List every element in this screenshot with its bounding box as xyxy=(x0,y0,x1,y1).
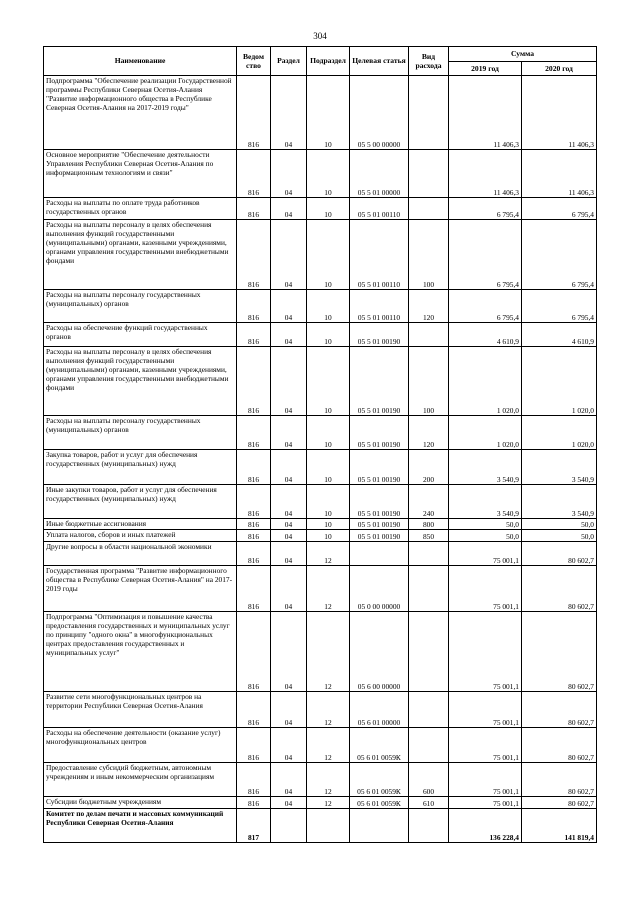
row-sum-2019-cell: 4 610,9 xyxy=(449,323,522,347)
table-row xyxy=(44,566,597,612)
row-department-cell: 816 xyxy=(237,542,271,566)
header-subsection: Подраздел xyxy=(307,47,350,76)
table-row xyxy=(44,519,597,530)
table-row xyxy=(44,485,597,519)
row-section-cell: 04 xyxy=(271,485,307,519)
row-department-cell: 816 xyxy=(237,566,271,612)
row-target-item-cell: 05 5 01 00110 xyxy=(350,198,409,220)
row-sum-2020-cell: 80 602,7 xyxy=(522,612,597,692)
budget-table xyxy=(43,46,597,843)
row-sum-2020-cell: 80 602,7 xyxy=(522,692,597,728)
row-target-item-cell: 05 5 00 00000 xyxy=(350,76,409,150)
row-expense-type-cell xyxy=(409,692,449,728)
row-name-cell: Иные бюджетные ассигнования xyxy=(44,519,237,530)
row-subsection-cell: 10 xyxy=(307,450,350,485)
table-row xyxy=(44,76,597,150)
page-number: 304 xyxy=(313,31,327,41)
row-target-item-cell: 05 5 01 00190 xyxy=(350,416,409,450)
row-sum-2020-cell: 11 406,3 xyxy=(522,76,597,150)
row-section-cell: 04 xyxy=(271,728,307,763)
row-department-cell: 816 xyxy=(237,220,271,290)
row-sum-2020-cell: 80 602,7 xyxy=(522,542,597,566)
row-section-cell: 04 xyxy=(271,347,307,416)
table-row xyxy=(44,347,597,416)
row-expense-type-cell xyxy=(409,198,449,220)
row-name-cell: Расходы на выплаты персоналу в целях обеспечения выполнения функций государственными (муниципальными) органами, казенными учреждениями, органами управления государственными внебюджетными фондами xyxy=(44,347,237,416)
row-sum-2020-cell: 6 795,4 xyxy=(522,220,597,290)
row-target-item-cell xyxy=(350,542,409,566)
row-sum-2020-cell: 11 406,3 xyxy=(522,150,597,198)
row-expense-type-cell: 610 xyxy=(409,797,449,809)
row-section-cell: 04 xyxy=(271,763,307,797)
row-sum-2019-cell: 75 001,1 xyxy=(449,728,522,763)
row-target-item-cell: 05 5 01 00190 xyxy=(350,519,409,530)
row-expense-type-cell xyxy=(409,728,449,763)
row-section-cell: 04 xyxy=(271,797,307,809)
row-sum-2020-cell: 1 020,0 xyxy=(522,416,597,450)
row-name-cell: Уплата налогов, сборов и иных платежей xyxy=(44,530,237,542)
row-section-cell: 04 xyxy=(271,692,307,728)
row-section-cell: 04 xyxy=(271,323,307,347)
row-section-cell: 04 xyxy=(271,530,307,542)
row-sum-2020-cell: 1 020,0 xyxy=(522,347,597,416)
table-row xyxy=(44,220,597,290)
row-sum-2019-cell: 6 795,4 xyxy=(449,290,522,323)
row-sum-2020-cell: 80 602,7 xyxy=(522,797,597,809)
row-expense-type-cell: 120 xyxy=(409,290,449,323)
row-subsection-cell: 12 xyxy=(307,612,350,692)
row-subsection-cell: 10 xyxy=(307,347,350,416)
row-department-cell: 816 xyxy=(237,290,271,323)
row-expense-type-cell xyxy=(409,809,449,843)
row-section-cell: 04 xyxy=(271,612,307,692)
table-row xyxy=(44,290,597,323)
row-sum-2019-cell: 75 001,1 xyxy=(449,763,522,797)
table-row xyxy=(44,809,597,843)
row-sum-2020-cell: 50,0 xyxy=(522,530,597,542)
table-row xyxy=(44,323,597,347)
row-expense-type-cell xyxy=(409,612,449,692)
row-target-item-cell: 05 5 01 00190 xyxy=(350,347,409,416)
row-subsection-cell: 10 xyxy=(307,220,350,290)
row-name-cell: Подпрограмма "Обеспечение реализации Государственной программы Республики Северная Осетия-Алания "Развитие информационного общества в Республике Северная Осетия-Алания на 2017-2019 годы" xyxy=(44,76,237,150)
row-subsection-cell: 10 xyxy=(307,76,350,150)
row-target-item-cell: 05 6 01 0059К xyxy=(350,728,409,763)
row-name-cell: Другие вопросы в области национальной экономики xyxy=(44,542,237,566)
row-sum-2020-cell: 6 795,4 xyxy=(522,198,597,220)
row-name-cell: Предоставление субсидий бюджетным, автономным учреждениям и иным некоммерческим организациям xyxy=(44,763,237,797)
row-target-item-cell: 05 6 01 0059К xyxy=(350,797,409,809)
row-subsection-cell: 12 xyxy=(307,763,350,797)
row-subsection-cell: 12 xyxy=(307,728,350,763)
row-target-item-cell: 05 5 01 00000 xyxy=(350,150,409,198)
row-sum-2019-cell: 6 795,4 xyxy=(449,220,522,290)
row-sum-2019-cell: 3 540,9 xyxy=(449,485,522,519)
row-target-item-cell: 05 5 01 00190 xyxy=(350,530,409,542)
table-row xyxy=(44,198,597,220)
row-name-cell: Комитет по делам печати и массовых коммуникаций Республики Северная Осетия-Алания xyxy=(44,809,237,843)
row-subsection-cell: 10 xyxy=(307,519,350,530)
row-name-cell: Расходы на выплаты персоналу в целях обеспечения выполнения функций государственными (муниципальными) органами, казенными учреждениями, органами управления государственными внебюджетными фондами xyxy=(44,220,237,290)
row-target-item-cell: 05 0 00 00000 xyxy=(350,566,409,612)
row-target-item-cell: 05 6 01 0059К xyxy=(350,763,409,797)
row-sum-2019-cell: 11 406,3 xyxy=(449,150,522,198)
header-year-2019: 2019 год xyxy=(449,62,522,76)
row-subsection-cell: 10 xyxy=(307,416,350,450)
row-subsection-cell: 10 xyxy=(307,323,350,347)
row-name-cell: Иные закупки товаров, работ и услуг для обеспечения государственных (муниципальных) нужд xyxy=(44,485,237,519)
row-department-cell: 816 xyxy=(237,450,271,485)
row-sum-2020-cell: 4 610,9 xyxy=(522,323,597,347)
row-target-item-cell: 05 6 01 00000 xyxy=(350,692,409,728)
table-body xyxy=(44,76,597,843)
row-sum-2019-cell: 50,0 xyxy=(449,530,522,542)
row-subsection-cell: 10 xyxy=(307,198,350,220)
row-expense-type-cell: 100 xyxy=(409,220,449,290)
header-name: Наименование xyxy=(44,47,237,76)
row-expense-type-cell: 200 xyxy=(409,450,449,485)
row-section-cell: 04 xyxy=(271,566,307,612)
row-target-item-cell: 05 5 01 00190 xyxy=(350,485,409,519)
row-sum-2019-cell: 11 406,3 xyxy=(449,76,522,150)
row-subsection-cell: 10 xyxy=(307,290,350,323)
row-department-cell: 816 xyxy=(237,347,271,416)
row-target-item-cell xyxy=(350,809,409,843)
row-section-cell: 04 xyxy=(271,290,307,323)
row-expense-type-cell: 240 xyxy=(409,485,449,519)
row-sum-2020-cell: 6 795,4 xyxy=(522,290,597,323)
row-name-cell: Закупка товаров, работ и услуг для обеспечения государственных (муниципальных) нужд xyxy=(44,450,237,485)
row-subsection-cell: 12 xyxy=(307,797,350,809)
row-department-cell: 816 xyxy=(237,323,271,347)
row-sum-2020-cell: 50,0 xyxy=(522,519,597,530)
table-row xyxy=(44,612,597,692)
row-subsection-cell: 12 xyxy=(307,542,350,566)
row-department-cell: 816 xyxy=(237,692,271,728)
row-sum-2019-cell: 75 001,1 xyxy=(449,797,522,809)
row-subsection-cell: 12 xyxy=(307,566,350,612)
row-department-cell: 816 xyxy=(237,198,271,220)
table-row xyxy=(44,150,597,198)
row-sum-2020-cell: 80 602,7 xyxy=(522,763,597,797)
row-subsection-cell xyxy=(307,809,350,843)
row-section-cell: 04 xyxy=(271,198,307,220)
row-expense-type-cell xyxy=(409,323,449,347)
row-sum-2019-cell: 75 001,1 xyxy=(449,566,522,612)
row-department-cell: 816 xyxy=(237,530,271,542)
row-department-cell: 816 xyxy=(237,797,271,809)
row-subsection-cell: 12 xyxy=(307,692,350,728)
row-name-cell: Расходы на выплаты персоналу государственных (муниципальных) органов xyxy=(44,290,237,323)
row-section-cell: 04 xyxy=(271,519,307,530)
row-department-cell: 816 xyxy=(237,416,271,450)
row-department-cell: 816 xyxy=(237,763,271,797)
row-subsection-cell: 10 xyxy=(307,530,350,542)
row-sum-2020-cell: 3 540,9 xyxy=(522,450,597,485)
row-section-cell: 04 xyxy=(271,220,307,290)
row-name-cell: Государственная программа "Развитие информационного общества в Республике Северная Осетия-Алания" на 2017-2019 годы xyxy=(44,566,237,612)
row-sum-2020-cell: 80 602,7 xyxy=(522,566,597,612)
row-name-cell: Основное мероприятие "Обеспечение деятельности Управления Республики Северная Осетия-Алания по информационным технологиям и связи" xyxy=(44,150,237,198)
row-expense-type-cell xyxy=(409,542,449,566)
row-department-cell: 816 xyxy=(237,519,271,530)
row-subsection-cell: 10 xyxy=(307,150,350,198)
row-section-cell: 04 xyxy=(271,450,307,485)
row-sum-2019-cell: 75 001,1 xyxy=(449,542,522,566)
row-name-cell: Расходы на обеспечение функций государственных органов xyxy=(44,323,237,347)
row-name-cell: Расходы на обеспечение деятельности (оказание услуг) многофункциональных центров xyxy=(44,728,237,763)
row-section-cell: 04 xyxy=(271,542,307,566)
row-target-item-cell: 05 5 01 00190 xyxy=(350,323,409,347)
row-name-cell: Развитие сети многофункциональных центров на территории Республики Северная Осетия-Алания xyxy=(44,692,237,728)
header-section: Раздел xyxy=(271,47,307,76)
row-department-cell: 816 xyxy=(237,76,271,150)
row-department-cell: 816 xyxy=(237,150,271,198)
row-subsection-cell: 10 xyxy=(307,485,350,519)
table-row xyxy=(44,416,597,450)
row-target-item-cell: 05 5 01 00110 xyxy=(350,290,409,323)
row-name-cell: Расходы на выплаты по оплате труда работников государственных органов xyxy=(44,198,237,220)
row-expense-type-cell: 800 xyxy=(409,519,449,530)
table-row xyxy=(44,763,597,797)
row-department-cell: 816 xyxy=(237,728,271,763)
row-expense-type-cell xyxy=(409,150,449,198)
row-section-cell: 04 xyxy=(271,416,307,450)
row-name-cell: Расходы на выплаты персоналу государственных (муниципальных) органов xyxy=(44,416,237,450)
row-expense-type-cell: 600 xyxy=(409,763,449,797)
row-department-cell: 816 xyxy=(237,485,271,519)
row-target-item-cell: 05 5 01 00110 xyxy=(350,220,409,290)
header-target-item: Целевая статья xyxy=(350,47,409,76)
header-department: Ведом ство xyxy=(237,47,271,76)
row-sum-2020-cell: 3 540,9 xyxy=(522,485,597,519)
row-expense-type-cell xyxy=(409,566,449,612)
row-department-cell: 817 xyxy=(237,809,271,843)
row-sum-2019-cell: 6 795,4 xyxy=(449,198,522,220)
row-sum-2019-cell: 3 540,9 xyxy=(449,450,522,485)
row-section-cell: 04 xyxy=(271,76,307,150)
row-sum-2019-cell: 75 001,1 xyxy=(449,612,522,692)
header-expense-type: Вид расхода xyxy=(409,47,449,76)
row-target-item-cell: 05 5 01 00190 xyxy=(350,450,409,485)
table-row xyxy=(44,692,597,728)
row-expense-type-cell: 120 xyxy=(409,416,449,450)
row-target-item-cell: 05 6 00 00000 xyxy=(350,612,409,692)
row-sum-2019-cell: 1 020,0 xyxy=(449,347,522,416)
row-sum-2020-cell: 80 602,7 xyxy=(522,728,597,763)
row-section-cell: 04 xyxy=(271,150,307,198)
row-expense-type-cell: 850 xyxy=(409,530,449,542)
row-sum-2019-cell: 75 001,1 xyxy=(449,692,522,728)
row-department-cell: 816 xyxy=(237,612,271,692)
row-name-cell: Подпрограмма "Оптимизация и повышение качества предоставления государственных и муниципальных услуг по принципу "одного окна" в многофункциональных центрах предоставления государственных и муниципальных услуг" xyxy=(44,612,237,692)
row-name-cell: Субсидии бюджетным учреждениям xyxy=(44,797,237,809)
row-sum-2019-cell: 50,0 xyxy=(449,519,522,530)
row-expense-type-cell: 100 xyxy=(409,347,449,416)
table-row xyxy=(44,728,597,763)
table-row xyxy=(44,797,597,809)
row-section-cell xyxy=(271,809,307,843)
row-sum-2020-cell: 141 819,4 xyxy=(522,809,597,843)
table-row xyxy=(44,450,597,485)
header-year-2020: 2020 год xyxy=(522,62,597,76)
header-sum: Сумма xyxy=(449,47,597,62)
table-header xyxy=(44,47,597,76)
row-sum-2019-cell: 1 020,0 xyxy=(449,416,522,450)
table-row xyxy=(44,542,597,566)
row-sum-2019-cell: 136 228,4 xyxy=(449,809,522,843)
table-row xyxy=(44,530,597,542)
row-expense-type-cell xyxy=(409,76,449,150)
